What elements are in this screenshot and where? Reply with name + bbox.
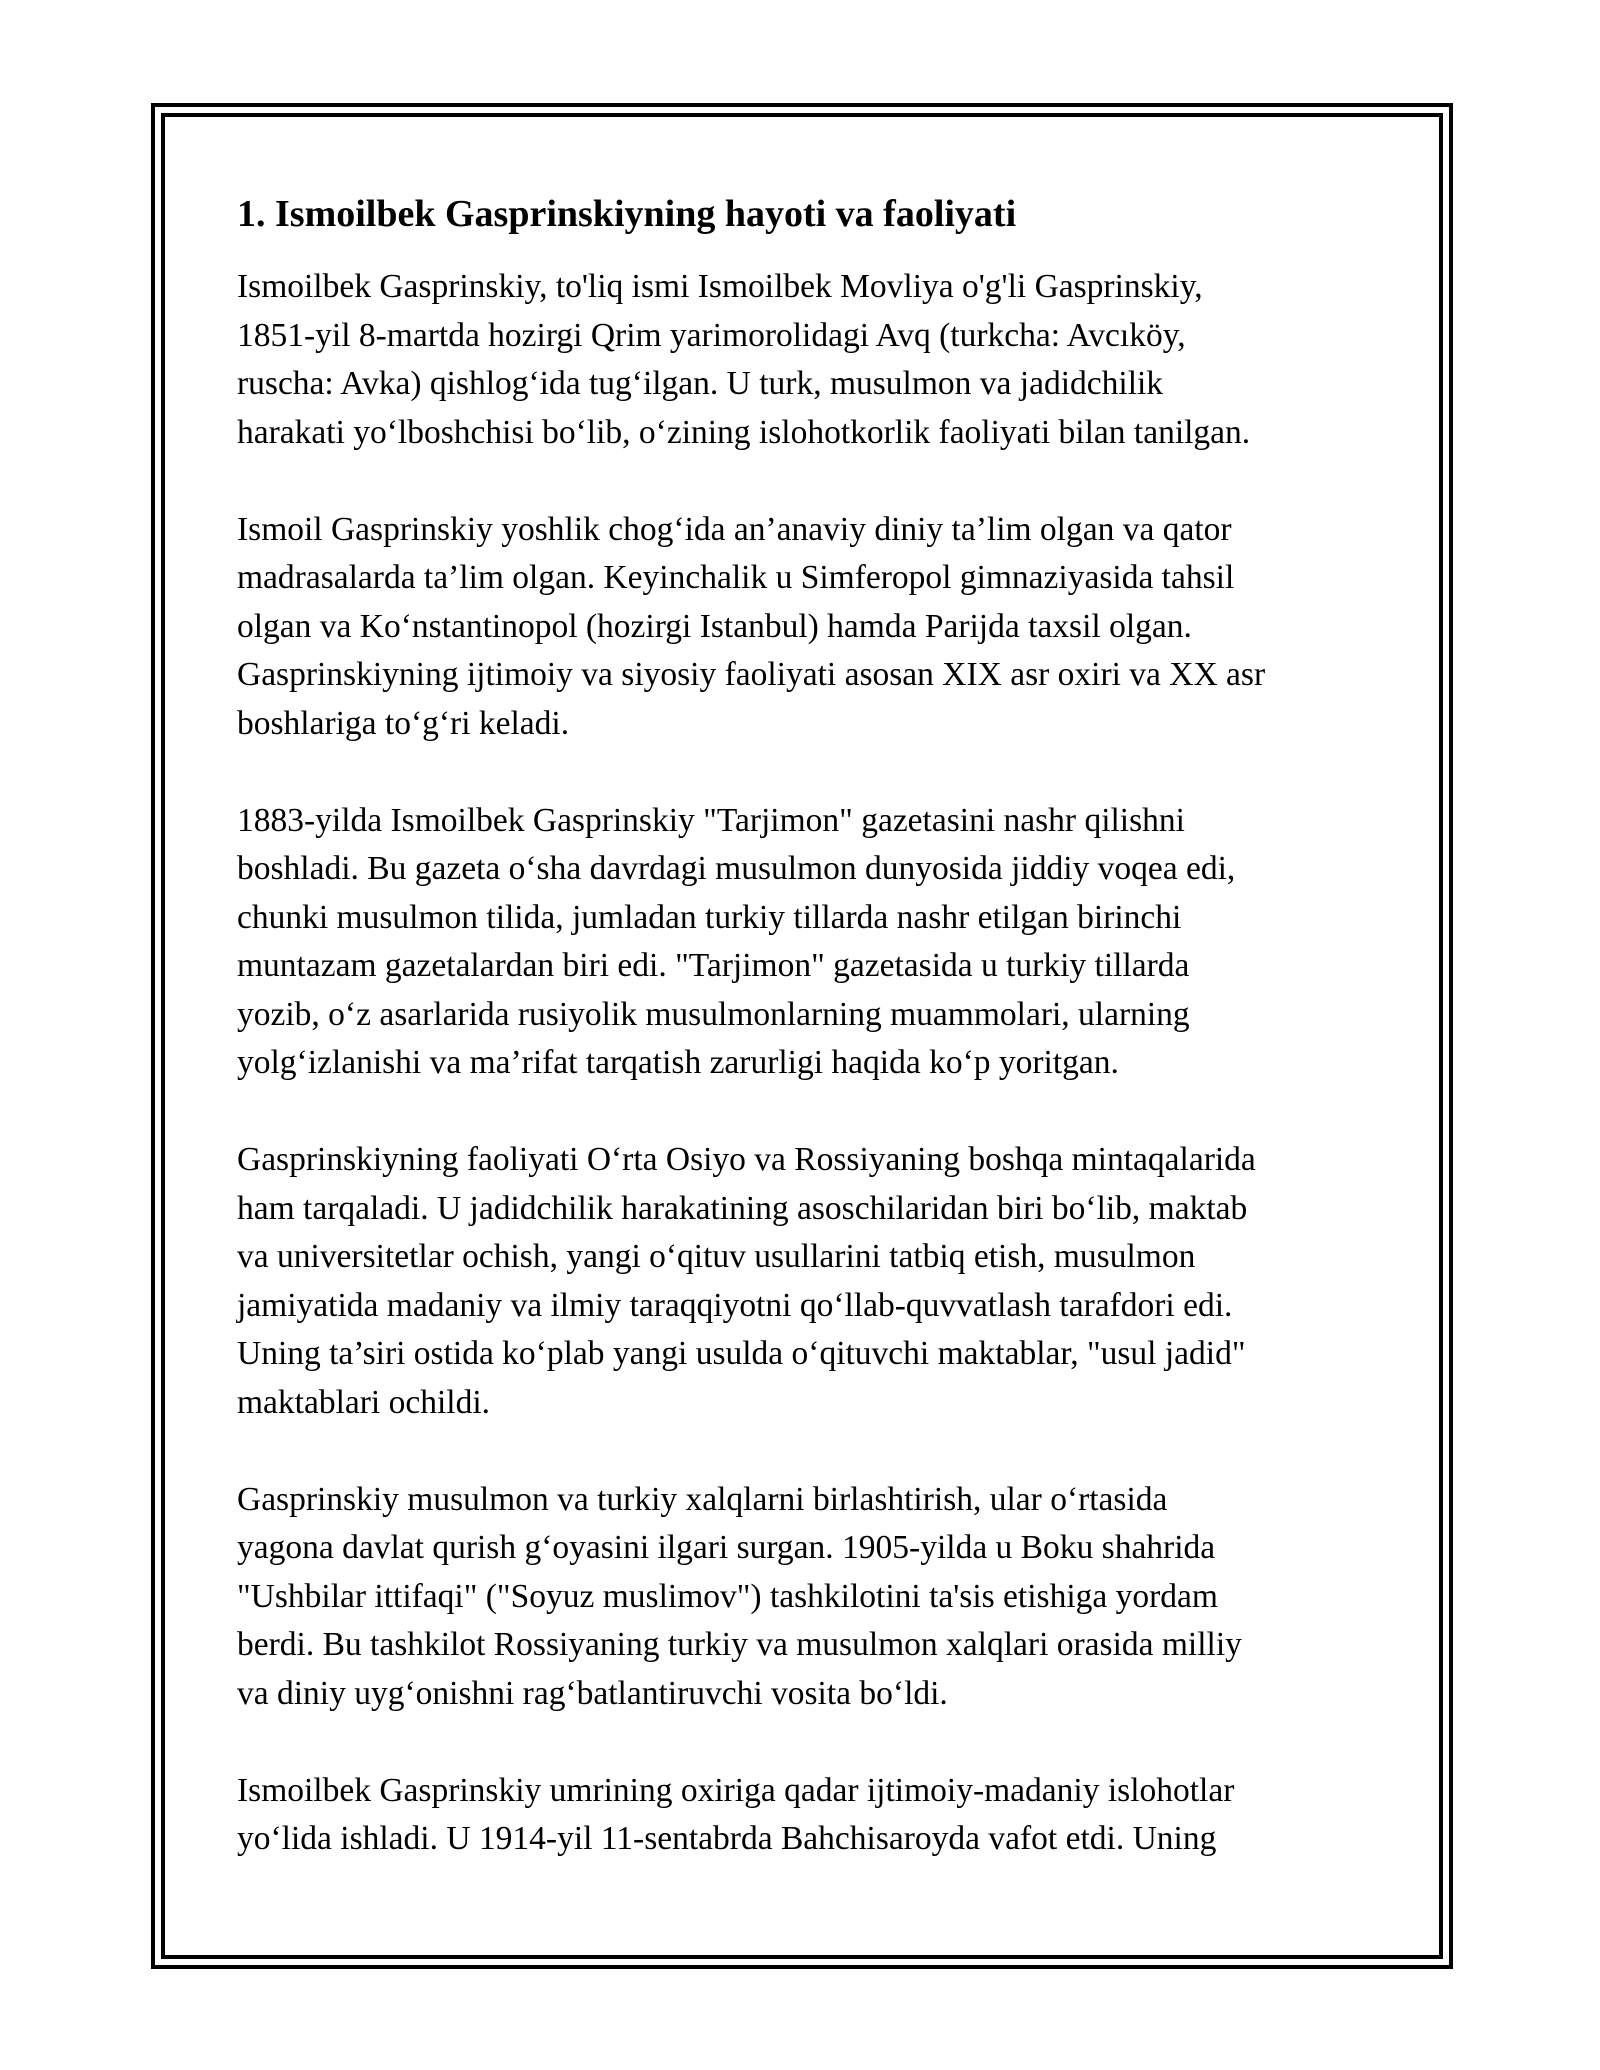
paragraph-education: Ismoil Gasprinskiy yoshlik chog‘ida an’anaviy diniy ta’lim olgan va qator madrasalarda ta’lim olgan. Keyinchalik u Simferopol gimnaziyasida tahsil olgan va Ko‘nstantinopol (hozirgi Istanbul) hamda Parijda taxsil olgan. Gasprinskiyning ijtimoiy va siyosiy faoliyati asosan XIX asr oxiri va XX asr boshlariga to‘g‘ri keladi. <box>237 510 1266 742</box>
section-heading: 1. Ismoilbek Gasprinskiyning hayoti va faoliyati <box>237 193 1017 235</box>
paragraph-tarjimon: 1883-yilda Ismoilbek Gasprinskiy "Tarjimon" gazetasini nashr qilishni boshladi. Bu gazeta o‘sha davrdagi musulmon dunyosida jiddiy voqea edi, chunki musulmon tilida, jumladan turkiy tillarda nashr etilgan birinchi muntazam gazetalardan biri edi. "Tarjimon" gazetasida u turkiy tillarda yozib, o‘z asarlarida rusiyolik musulmonlarning muammolari, ularning yolg‘izlanishi va ma’rifat tarqatish zarurligi haqida ko‘p yoritgan. <box>237 801 1236 1081</box>
paragraph-jadidism: Gasprinskiyning faoliyati O‘rta Osiyo va Rossiyaning boshqa mintaqalarida ham tarqaladi. U jadidchilik harakatining asoschilaridan biri bo‘lib, maktab va universitetlar ochish, yangi o‘qituv usullarini tatbiq etish, musulmon jamiyatida madaniy va ilmiy taraqqiyotni qo‘llab-quvvatlash tarafdori edi. Uning ta’siri ostida ko‘plab yangi usulda o‘qituvchi maktablar, "usul jadid" maktablari ochildi. <box>237 1141 1256 1421</box>
paragraph-final-years: Ismoilbek Gasprinskiy umrining oxiriga qadar ijtimoiy-madaniy islohotlar yo‘lida ishladi. U 1914-yil 11-sentabrda Bahchisaroyda vafot etdi. Uning <box>237 1771 1235 1857</box>
document-body <box>237 189 1387 1912</box>
paragraph-unification: Gasprinskiy musulmon va turkiy xalqlarni birlashtirish, ular o‘rtasida yagona davlat qurish g‘oyasini ilgari surgan. 1905-yilda u Boku shahrida "Ushbilar ittifaqi" ("Soyuz muslimov") tashkilotini ta'sis etishiga yordam berdi. Bu tashkilot Rossiyaning turkiy va musulmon xalqlari orasida milliy va diniy uyg‘onishni rag‘batlantiruvchi vosita bo‘ldi. <box>237 1480 1242 1712</box>
paragraph-birth: Ismoilbek Gasprinskiy, to'liq ismi Ismoilbek Movliya o'g'li Gasprinskiy, 1851-yil 8-martda hozirgi Qrim yarimorolidagi Avq (turkcha: Avcıköy, ruscha: Avka) qishlog‘ida tug‘ilgan. U turk, musulmon va jadidchilik harakati yo‘lboshchisi bo‘lib, o‘zining islohotkorlik faoliyati bilan tanilgan. <box>237 268 1251 451</box>
